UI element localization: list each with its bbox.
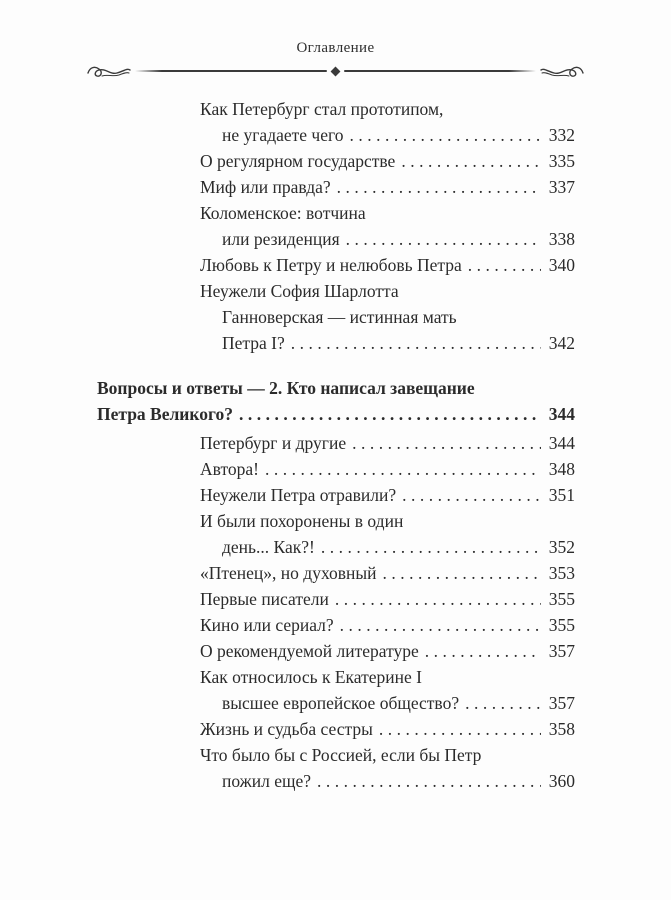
divider-rule-left — [135, 70, 327, 72]
toc-entry-line — [200, 586, 575, 612]
page-title: Оглавление — [296, 40, 375, 56]
toc-entry-text: Петра I? — [222, 333, 285, 353]
toc-entry-line — [200, 768, 575, 794]
dot-leader — [402, 482, 541, 508]
toc-entry — [200, 482, 575, 508]
toc-entry-text: Как Петербург стал прототипом, — [200, 99, 444, 119]
toc-entry-text: И были похоронены в один — [200, 511, 404, 531]
toc-entry — [200, 508, 575, 560]
toc-entry-line — [200, 690, 575, 716]
left-flourish-icon — [86, 63, 132, 79]
toc-entry-line — [200, 742, 575, 768]
toc-content — [0, 80, 671, 794]
toc-list — [97, 96, 575, 794]
page-number: 332 — [548, 125, 575, 145]
toc-entry-text: Первые писатели — [200, 589, 329, 609]
toc-entry — [200, 612, 575, 638]
page-number: 357 — [548, 641, 575, 661]
toc-entry-line — [200, 664, 575, 690]
toc-entry-text: Что было бы с Россией, если бы Петр — [200, 745, 482, 765]
toc-entry-text: Неужели Петра отравили? — [200, 485, 397, 505]
toc-entry-text: или резиденция — [222, 229, 340, 249]
dot-leader — [335, 586, 541, 612]
toc-entry-line — [200, 174, 575, 200]
toc-entry-text: О регулярном государстве — [200, 151, 396, 171]
toc-entry — [200, 96, 575, 148]
toc-entry-line — [200, 122, 575, 148]
toc-entry-line — [200, 278, 575, 304]
toc-entry-line — [200, 534, 575, 560]
toc-entry-text: Кино или сериал? — [200, 615, 334, 635]
page-number: 344 — [548, 404, 575, 424]
toc-entry — [200, 430, 575, 456]
toc-entry — [200, 560, 575, 586]
page-number: 355 — [548, 589, 575, 609]
toc-entry-text: Коломенское: вотчина — [200, 203, 366, 223]
toc-entry-text: Неужели София Шарлотта — [200, 281, 399, 301]
dot-leader — [401, 148, 541, 174]
toc-entry-text: Ганноверская — истинная мать — [222, 307, 457, 327]
dot-leader — [383, 560, 541, 586]
toc-entry-text: О рекомендуемой литературе — [200, 641, 419, 661]
toc-entry-text: Как относилось к Екатерине I — [200, 667, 422, 687]
page-number: 355 — [548, 615, 575, 635]
toc-entry — [200, 742, 575, 794]
toc-entry-line — [97, 375, 575, 401]
dot-leader — [291, 330, 541, 356]
toc-entry — [200, 456, 575, 482]
toc-entry-line — [200, 96, 575, 122]
toc-entry-line — [200, 716, 575, 742]
toc-entry — [200, 174, 575, 200]
toc-entry-text: Петербург и другие — [200, 433, 347, 453]
dot-leader — [321, 534, 541, 560]
page-number: 351 — [548, 485, 575, 505]
toc-entry — [200, 148, 575, 174]
toc-entry-line — [200, 252, 575, 278]
toc-entry-line — [200, 638, 575, 664]
diamond-icon — [331, 66, 341, 76]
dot-leader — [352, 430, 541, 456]
toc-entry-text: пожил еще? — [222, 771, 312, 791]
toc-entry-text: Вопросы и ответы — 2. Кто написал завещание — [97, 378, 475, 398]
toc-entry-line — [200, 148, 575, 174]
toc-entry-line — [200, 456, 575, 482]
page-number: 353 — [548, 563, 575, 583]
toc-entry-text: Автора! — [200, 459, 259, 479]
divider-rule-right — [344, 70, 536, 72]
toc-entry-text: высшее европейское общество? — [222, 693, 460, 713]
toc-entry-line — [200, 612, 575, 638]
dot-leader — [346, 226, 541, 252]
dot-leader — [350, 122, 542, 148]
page-number: 348 — [548, 459, 575, 479]
toc-entry-text: Миф или правда? — [200, 177, 331, 197]
dot-leader — [465, 690, 541, 716]
dot-leader — [340, 612, 541, 638]
toc-entry-text: не угадаете чего — [222, 125, 344, 145]
dot-leader — [239, 401, 541, 427]
toc-entry — [200, 278, 575, 356]
toc-entry-line — [200, 482, 575, 508]
toc-entry-line — [200, 226, 575, 252]
dot-leader — [265, 456, 541, 482]
right-flourish-icon — [539, 63, 585, 79]
page-number: 344 — [548, 433, 575, 453]
dot-leader — [468, 252, 541, 278]
toc-entry-line — [200, 330, 575, 356]
toc-entry — [200, 200, 575, 252]
toc-entry-line — [200, 200, 575, 226]
toc-entry — [200, 716, 575, 742]
page-number: 340 — [548, 255, 575, 275]
toc-entry-line — [200, 304, 575, 330]
page-number: 357 — [548, 693, 575, 713]
toc-section-heading — [97, 375, 575, 427]
page-number: 352 — [548, 537, 575, 557]
dot-leader — [379, 716, 541, 742]
toc-entry — [200, 252, 575, 278]
dot-leader — [425, 638, 541, 664]
toc-header — [0, 0, 671, 80]
page-number: 335 — [548, 151, 575, 171]
toc-entry-line — [200, 508, 575, 534]
toc-entry — [200, 586, 575, 612]
dot-leader — [337, 174, 541, 200]
toc-entry-text: день... Как?! — [222, 537, 315, 557]
toc-entry — [200, 638, 575, 664]
toc-entry-text: «Птенец», но духовный — [200, 563, 377, 583]
toc-entry — [200, 664, 575, 716]
page-number: 360 — [548, 771, 575, 791]
toc-entry-text: Жизнь и судьба сестры — [200, 719, 373, 739]
page-number: 342 — [548, 333, 575, 353]
page-number: 338 — [548, 229, 575, 249]
toc-entry-text: Петра Великого? — [97, 404, 234, 424]
toc-entry-line — [97, 401, 575, 427]
toc-entry-line — [200, 430, 575, 456]
toc-entry-text: Любовь к Петру и нелюбовь Петра — [200, 255, 462, 275]
page-number: 337 — [548, 177, 575, 197]
page-number: 358 — [548, 719, 575, 739]
dot-leader — [317, 768, 541, 794]
header-ornament-row — [86, 62, 585, 80]
toc-entry-line — [200, 560, 575, 586]
